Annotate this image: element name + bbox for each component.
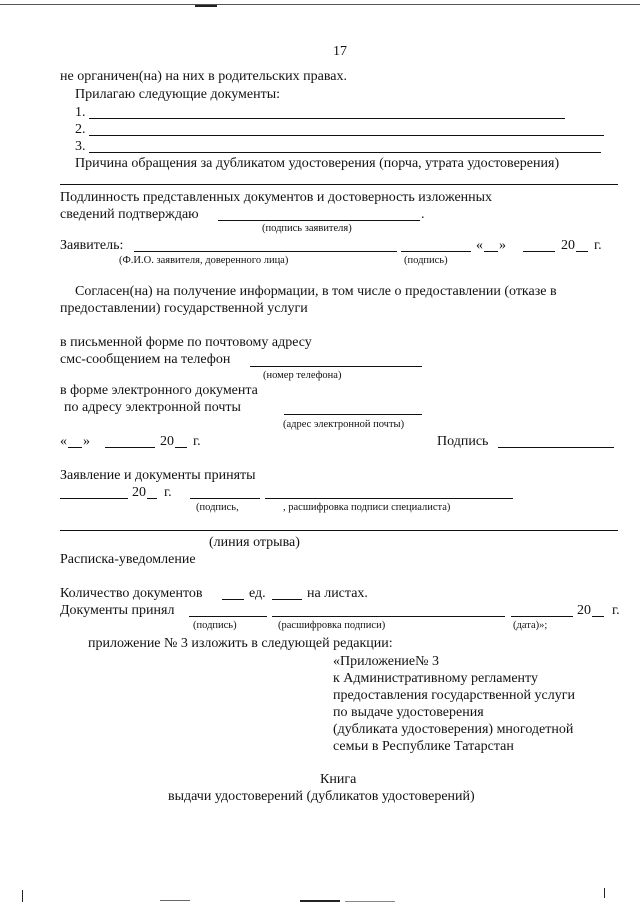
- authenticity-period: .: [421, 207, 425, 222]
- applicant-month-field[interactable]: [523, 251, 555, 252]
- applicant-sign-caption: (подпись): [404, 255, 448, 266]
- attach-item-3: 3.: [75, 139, 86, 154]
- date-month-field[interactable]: [105, 447, 155, 448]
- phone-field[interactable]: [250, 366, 422, 367]
- applicant-fio-field[interactable]: [134, 251, 397, 252]
- count-units-field[interactable]: [222, 599, 244, 600]
- annex-header-line-3: предоставления государственной услуги: [333, 688, 575, 703]
- date-quote-close: »: [83, 434, 90, 449]
- signature-field[interactable]: [498, 447, 614, 448]
- annex-header-line-4: по выдаче удостоверения: [333, 705, 484, 720]
- book-subtitle: выдачи удостоверений (дубликатов удостоверений): [168, 789, 475, 804]
- applicant-label: Заявитель:: [60, 238, 124, 253]
- applicant-quote-open: «: [476, 238, 483, 253]
- received-year: 20: [577, 603, 591, 618]
- book-title: Книга: [320, 772, 357, 787]
- applicant-year-suffix: г.: [594, 238, 602, 253]
- channel-email: по адресу электронной почты: [64, 400, 241, 415]
- reason-line: Причина обращения за дубликатом удостоверения (порча, утрата удостоверения): [75, 156, 560, 171]
- applicant-signature-caption: (подпись заявителя): [262, 223, 352, 234]
- applicant-day-field[interactable]: [484, 251, 498, 252]
- applicant-sign-field[interactable]: [401, 251, 471, 252]
- scan-mark-right: [604, 888, 605, 898]
- accepted-label: Заявление и документы приняты: [60, 468, 256, 483]
- date-year-field[interactable]: [175, 447, 187, 448]
- consent-line1: Согласен(на) на получение информации, в том числе о предоставлении (отказе в: [75, 284, 557, 299]
- accepted-sign-caption: (подпись,: [196, 502, 239, 513]
- signature-label: Подпись: [437, 434, 489, 449]
- count-sheets-field[interactable]: [272, 599, 302, 600]
- received-label: Документы принял: [60, 603, 175, 618]
- reason-field[interactable]: [60, 184, 618, 185]
- authenticity-line1: Подлинность представленных документов и достоверность изложенных: [60, 190, 493, 205]
- accepted-year-field[interactable]: [147, 498, 157, 499]
- count-label: Количество документов: [60, 586, 203, 601]
- consent-line2: предоставлении) государственной услуги: [60, 301, 308, 316]
- authenticity-line2: сведений подтверждаю: [60, 207, 199, 222]
- received-date-caption: (дата)»;: [513, 620, 548, 631]
- tear-line: [60, 530, 618, 531]
- annex-header-line-5: (дубликата удостоверения) многодетной: [333, 722, 574, 737]
- channel-mail: в письменной форме по почтовому адресу: [60, 335, 312, 350]
- attach-item-1-field[interactable]: [89, 118, 565, 119]
- received-decode-field[interactable]: [272, 616, 505, 617]
- date-day-field[interactable]: [68, 447, 82, 448]
- channel-sms: смс-сообщением на телефон: [60, 352, 231, 367]
- accepted-date-field[interactable]: [60, 498, 128, 499]
- date-year: 20: [160, 434, 174, 449]
- annex-header-line-6: семьи в Республике Татарстан: [333, 739, 514, 754]
- applicant-signature-field[interactable]: [218, 220, 420, 221]
- accepted-year-suffix: г.: [164, 485, 172, 500]
- applicant-fio-caption: (Ф.И.О. заявителя, доверенного лица): [119, 255, 289, 266]
- accepted-decode-caption: , расшифровка подписи специалиста): [283, 502, 451, 513]
- accepted-sign-field[interactable]: [190, 498, 260, 499]
- phone-caption: (номер телефона): [263, 370, 342, 381]
- received-sign-field[interactable]: [189, 616, 267, 617]
- channel-edoc: в форме электронного документа: [60, 383, 258, 398]
- scan-mark-bottom-3: [345, 901, 395, 902]
- attach-label: Прилагаю следующие документы:: [75, 87, 281, 102]
- scan-mark-top: [195, 5, 217, 7]
- received-sign-caption: (подпись): [193, 620, 237, 631]
- annex-header-line-1: «Приложение№ 3: [333, 654, 439, 669]
- received-year-suffix: г.: [612, 603, 620, 618]
- attach-item-2: 2.: [75, 122, 86, 137]
- date-year-suffix: г.: [193, 434, 201, 449]
- date-quote-open: «: [60, 434, 67, 449]
- email-caption: (адрес электронной почты): [283, 419, 405, 430]
- intro-line: не органичен(на) на них в родительских правах.: [60, 69, 347, 84]
- scan-edge-top: [0, 4, 640, 5]
- scan-mark-bottom-1: [160, 900, 190, 901]
- attach-item-2-field[interactable]: [89, 135, 604, 136]
- accepted-decode-field[interactable]: [265, 498, 513, 499]
- attach-item-3-field[interactable]: [89, 152, 601, 153]
- received-decode-caption: (расшифровка подписи): [278, 620, 386, 631]
- accepted-year: 20: [132, 485, 146, 500]
- attach-item-1: 1.: [75, 105, 86, 120]
- count-units: ед.: [249, 586, 266, 601]
- applicant-quote-close: »: [499, 238, 506, 253]
- receipt-title: Расписка-уведомление: [60, 552, 196, 567]
- email-field[interactable]: [284, 414, 422, 415]
- annex-intro: приложение № 3 изложить в следующей редакции:: [88, 636, 393, 651]
- applicant-year: 20: [561, 238, 575, 253]
- scan-mark-bottom-2: [300, 900, 340, 902]
- scan-mark-left: [22, 890, 23, 902]
- count-on-sheets: на листах.: [307, 586, 368, 601]
- received-date-field[interactable]: [511, 616, 573, 617]
- page-number: 17: [333, 44, 347, 59]
- received-year-field[interactable]: [592, 616, 604, 617]
- annex-header-line-2: к Административному регламенту: [333, 671, 538, 686]
- applicant-year-field[interactable]: [576, 251, 588, 252]
- tear-caption: (линия отрыва): [209, 535, 300, 550]
